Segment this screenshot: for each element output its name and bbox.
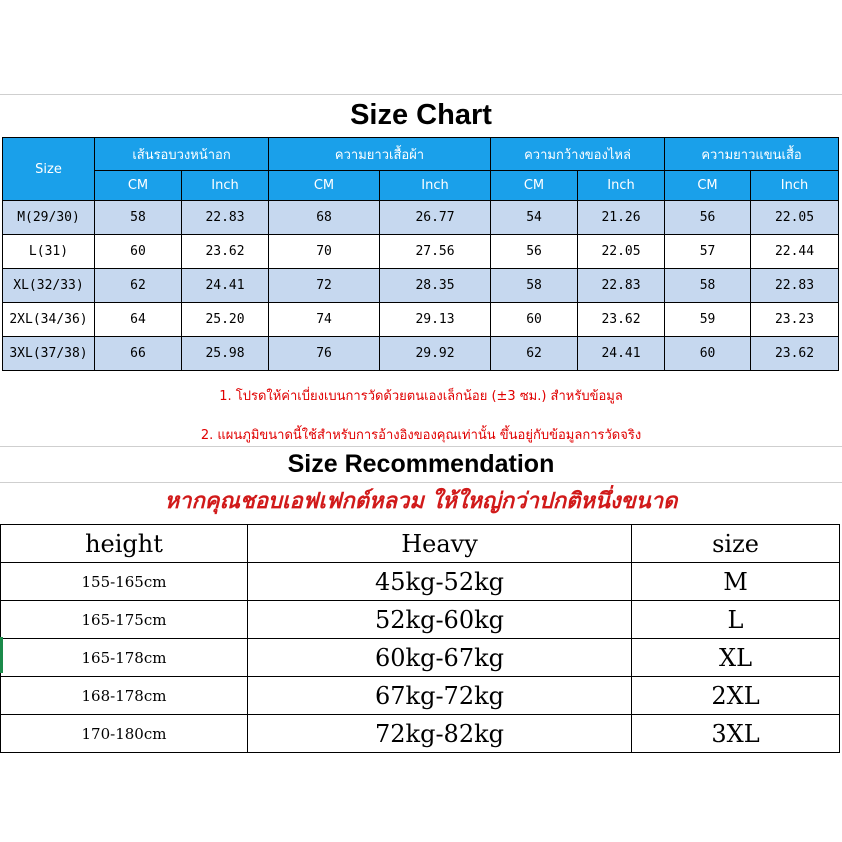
measurement-cell: 22.44 [751,235,839,269]
measurement-cell: 28.35 [380,269,491,303]
measurement-cell: 27.56 [380,235,491,269]
measurement-cell: 58 [665,269,751,303]
measurement-cell: 26.77 [380,201,491,235]
weight-cell: 67kg-72kg [248,677,632,715]
size-cell: M [632,563,840,601]
chest-group-header: เส้นรอบวงหน้าอก [95,138,269,171]
unit-header: Inch [182,171,269,201]
recommendation-table [0,524,840,753]
unit-header: CM [491,171,578,201]
size-label: 3XL(37/38) [3,337,95,371]
recommendation-title-bar [0,446,842,481]
weight-cell: 52kg-60kg [248,601,632,639]
weight-cell: 60kg-67kg [248,639,632,677]
recommendation-subtitle: หากคุณชอบเอฟเฟกต์หลวม ให้ใหญ่กว่าปกติหนึ่งขนาด [0,482,842,521]
sleeve-group-header: ความยาวแขนเสื้อ [665,138,839,171]
measurement-cell: 23.62 [751,337,839,371]
table-row [3,337,839,371]
size-cell: 2XL [632,677,840,715]
height-cell: 165-178cm [1,639,248,677]
measurement-cell: 70 [269,235,380,269]
recommendation-header-row [1,525,840,563]
unit-header: CM [665,171,751,201]
size-cell: XL [632,639,840,677]
size-column-header: Size [3,138,95,201]
height-header: height [1,525,248,563]
measurement-cell: 24.41 [182,269,269,303]
measurement-cell: 56 [491,235,578,269]
unit-header: Inch [751,171,839,201]
measurement-cell: 22.83 [182,201,269,235]
table-row [1,715,840,753]
weight-cell: 45kg-52kg [248,563,632,601]
unit-header: Inch [380,171,491,201]
measurement-cell: 25.20 [182,303,269,337]
measurement-cell: 22.05 [751,201,839,235]
measurement-cell: 68 [269,201,380,235]
table-row [3,235,839,269]
heavy-header: Heavy [248,525,632,563]
measurement-cell: 72 [269,269,380,303]
measurement-cell: 64 [95,303,182,337]
shoulder-group-header: ความกว้างของไหล่ [491,138,665,171]
table-row [3,303,839,337]
note-measurement-deviation: 1. โปรดให้ค่าเบี่ยงเบนการวัดด้วยตนเองเล็กน้อย (±3 ซม.) สำหรับข้อมูล [219,389,623,404]
weight-cell: 72kg-82kg [248,715,632,753]
height-cell: 165-175cm [1,601,248,639]
measurement-cell: 76 [269,337,380,371]
measurement-cell: 23.23 [751,303,839,337]
table-row [1,677,840,715]
measurement-cell: 56 [665,201,751,235]
table-row [1,563,840,601]
measurement-cell: 29.92 [380,337,491,371]
measurement-cell: 62 [95,269,182,303]
measurement-cell: 58 [491,269,578,303]
measurement-cell: 74 [269,303,380,337]
table-row [3,269,839,303]
measurement-cell: 22.05 [578,235,665,269]
table-row [1,639,840,677]
size-cell: L [632,601,840,639]
size-label: M(29/30) [3,201,95,235]
measurement-cell: 54 [491,201,578,235]
measurement-cell: 23.62 [182,235,269,269]
size-label: L(31) [3,235,95,269]
table-row [3,201,839,235]
size-chart-table [2,137,839,371]
unit-header: CM [269,171,380,201]
size-chart-title: Size Chart [350,99,492,131]
measurement-cell: 62 [491,337,578,371]
measurement-cell: 57 [665,235,751,269]
height-cell: 155-165cm [1,563,248,601]
recommendation-title: Size Recommendation [287,450,555,478]
height-cell: 168-178cm [1,677,248,715]
length-group-header: ความยาวเสื้อผ้า [269,138,491,171]
unit-header: CM [95,171,182,201]
unit-header: Inch [578,171,665,201]
measurement-cell: 60 [95,235,182,269]
measurement-cell: 59 [665,303,751,337]
size-label: XL(32/33) [3,269,95,303]
size-header: size [632,525,840,563]
size-label: 2XL(34/36) [3,303,95,337]
measurement-cell: 23.62 [578,303,665,337]
measurement-cell: 25.98 [182,337,269,371]
note-reference-only: 2. แผนภูมิขนาดนี้ใช้สำหรับการอ้างอิงของคุณเท่านั้น ขึ้นอยู่กับข้อมูลการวัดจริง [200,428,642,443]
measurement-cell: 66 [95,337,182,371]
measurement-cell: 60 [491,303,578,337]
size-chart-title-bar [0,94,842,135]
measurement-cell: 21.26 [578,201,665,235]
height-cell: 170-180cm [1,715,248,753]
measurement-cell: 60 [665,337,751,371]
measurement-cell: 22.83 [578,269,665,303]
measurement-cell: 58 [95,201,182,235]
selection-marker [0,637,3,673]
measurement-cell: 24.41 [578,337,665,371]
size-cell: 3XL [632,715,840,753]
table-row [1,601,840,639]
measurement-cell: 29.13 [380,303,491,337]
measurement-cell: 22.83 [751,269,839,303]
